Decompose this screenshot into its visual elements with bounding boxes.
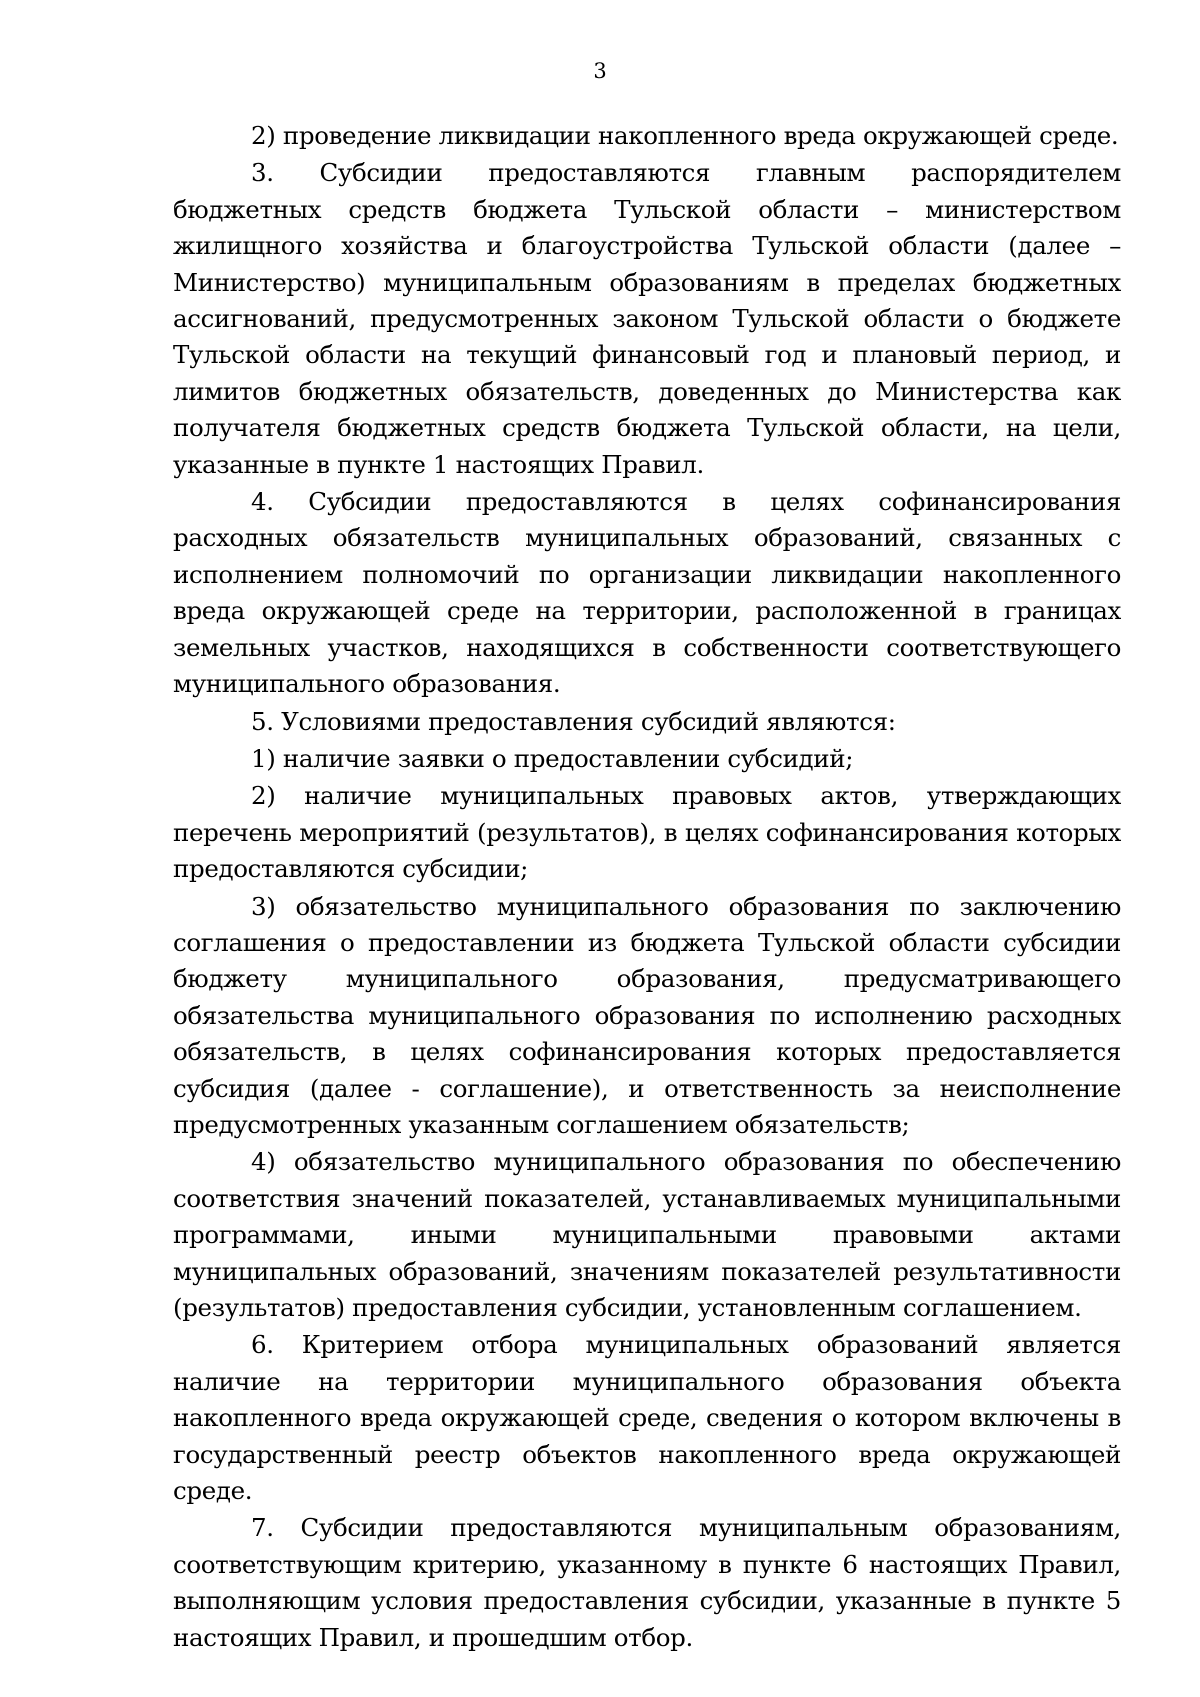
page-number: 3 (593, 59, 607, 83)
paragraph-item-2-clause: 2) проведение ликвидации накопленного вреда окружающей среде. (251, 121, 1119, 150)
condition-3-agreement-obligation: 3) обязательство муниципального образования по заключению соглашения о предоставлении из бюджета Тульской области субсидии бюджету муниципального образования, предусматривающего обязательства муниципального образования по исполнению расходных обязательств, в целях софинансирования которых предоставляется субсидия (далее - соглашение), и ответственность за неисполнение предусмотренных указанным соглашением обязательств; (173, 891, 1121, 1139)
condition-2-legal-acts: 2) наличие муниципальных правовых актов, утверждающих перечень мероприятий (результатов), в целях софинансирования которых предоставляются субсидии; (173, 781, 1121, 884)
paragraph-5-conditions-heading: 5. Условиями предоставления субсидий являются: (251, 706, 896, 736)
condition-4-indicator-compliance: 4) обязательство муниципального образования по обеспечению соответствия значений показателей, устанавливаемых муниципальными программами, иными муниципальными правовыми актами муниципальных образований, значениям показателей результативности (результатов) предоставления субсидии, установленным соглашением. (173, 1147, 1121, 1322)
paragraph-6-selection-criterion: 6. Критерием отбора муниципальных образований является наличие на территории муниципального образования объекта накопленного вреда окружающей среде, сведения о котором включены в государственный реестр объектов накопленного вреда окружающей среде. (173, 1330, 1121, 1506)
condition-1-application: 1) наличие заявки о предоставлении субсидий; (251, 743, 854, 773)
document-body (173, 118, 1121, 1657)
paragraph-7-eligible-recipients: 7. Субсидии предоставляются муниципальным образованиям, соответствующим критерию, указанному в пункте 6 настоящих Правил, выполняющим условия предоставления субсидии, указанные в пункте 5 настоящих Правил, и прошедшим отбор. (173, 1513, 1121, 1652)
paragraph-4-subsidy-purpose: 4. Субсидии предоставляются в целях софинансирования расходных обязательств муниципальных образований, связанных с исполнением полномочий по организации ликвидации накопленного вреда окружающей среде на территории, расположенной в границах земельных участков, находящихся в собственности соответствующего муниципального образования. (173, 487, 1121, 699)
paragraph-3-subsidy-provider: 3. Субсидии предоставляются главным распорядителем бюджетных средств бюджета Тульской области – министерством жилищного хозяйства и благоустройства Тульской области (далее – Министерство) муниципальным образованиям в пределах бюджетных ассигнований, предусмотренных законом Тульской области о бюджете Тульской области на текущий финансовый год и плановый период, и лимитов бюджетных обязательств, доведенных до Министерства как получателя бюджетных средств бюджета Тульской области, на цели, указанные в пункте 1 настоящих Правил. (173, 158, 1121, 479)
